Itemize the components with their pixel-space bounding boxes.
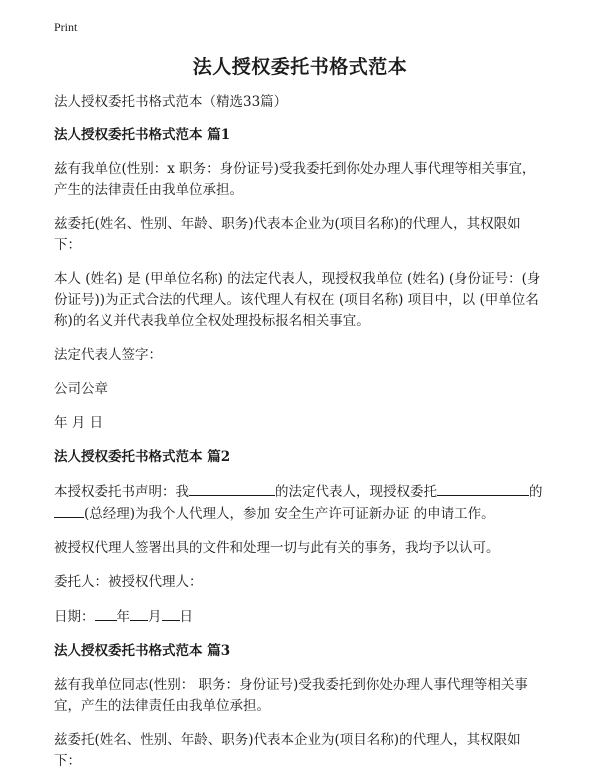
document-title: 法人授权委托书格式范本 [192,56,408,78]
blank-field [437,481,529,496]
date-line: 年 月 日 [54,415,104,431]
declaration-text: (总经理)为我个人代理人，参加 安全生产许可证新办证 的申请工作。 [84,506,495,522]
blank-field [95,606,117,621]
blank-field [130,606,148,621]
blank-field [54,503,84,518]
section-2-heading: 法人授权委托书格式范本 篇2 [54,449,231,465]
principal-line: 委托人：被授权代理人： [54,574,203,590]
date-label: 日期： [54,609,95,625]
declaration-text: 本授权委托书声明：我 [54,484,189,500]
section-3-paragraph-2: 兹委托(姓名、性别、年龄、职务)代表本企业为(项目名称)的代理人，其权限如下： [54,732,521,769]
section-3-paragraph-1: 兹有我单位同志(性别： 职务：身份证号)受我委托到你处办理人事代理等相关事宜，产生的法律责任由我单位承担。 [54,677,528,714]
date-fill-line [54,606,546,628]
month-label: 月 [148,609,162,625]
blank-field [162,606,180,621]
print-label[interactable]: Print [54,20,78,34]
section-2-paragraph-2: 被授权代理人签署出具的文件和处理一切与此有关的事务，我均予以认可。 [54,540,500,556]
section-1-paragraph-2: 兹委托(姓名、性别、年龄、职务)代表本企业为(项目名称)的代理人，其权限如下： [54,216,521,253]
document-body [54,92,546,772]
blank-field [189,481,275,496]
document-subtitle: 法人授权委托书格式范本（精选33篇） [54,94,288,110]
declaration-text: 的法定代表人，现授权委托 [275,484,437,500]
company-seal-line: 公司公章 [54,381,108,397]
signature-line: 法定代表人签字： [54,347,162,363]
section-1-heading: 法人授权委托书格式范本 篇1 [54,127,231,143]
section-1-paragraph-1: 兹有我单位(性别：x 职务：身份证号)受我委托到你处办理人事代理等相关事宜，产生的法律责任由我单位承担。 [54,161,536,198]
declaration-text: 的 [529,484,543,500]
section-2-paragraph-1 [54,481,546,525]
year-label: 年 [116,609,130,625]
day-label: 日 [179,609,193,625]
section-1-paragraph-3: 本人 (姓名) 是 (甲单位名称) 的法定代表人，现授权我单位 (姓名) (身份证号：(身份证号))为正式合法的代理人。该代理人有权在 (项目名称) 项目中，以 (甲单位名称)的名义并代表我单位全权处理投标报名相关事宜。 [54,271,541,329]
section-3-heading: 法人授权委托书格式范本 篇3 [54,643,231,659]
